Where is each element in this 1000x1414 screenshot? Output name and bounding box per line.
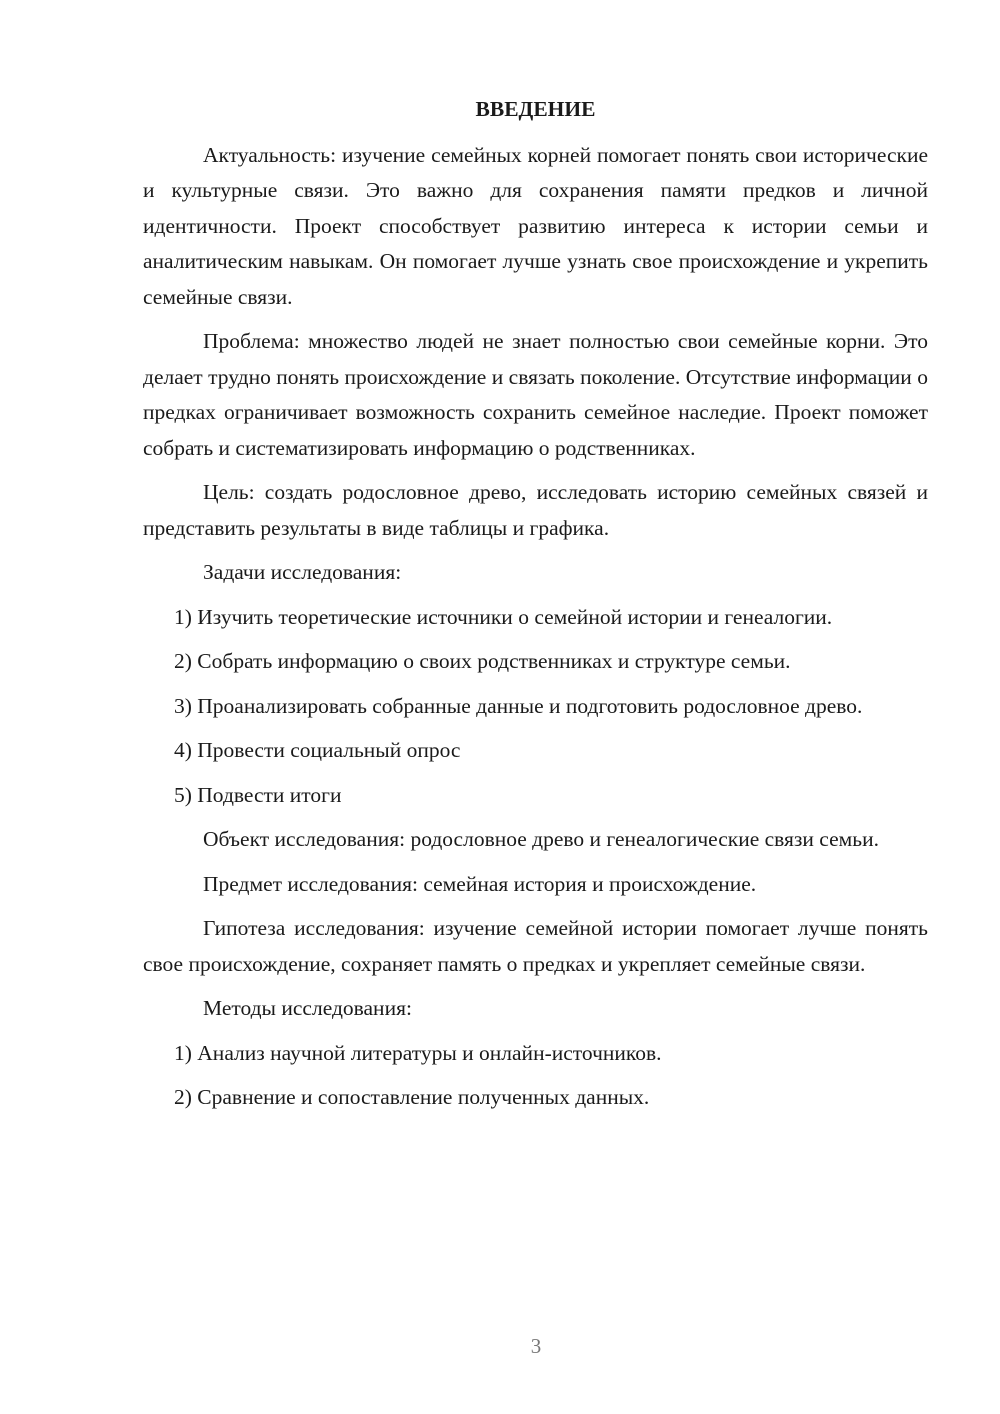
task-item-2: 2) Собрать информацию о своих родственниках и структуре семьи.: [174, 649, 791, 673]
task-item-1: 1) Изучить теоретические источники о семейной истории и генеалогии.: [174, 604, 833, 629]
page-content: [143, 92, 928, 1125]
method-item-1: 1) Анализ научной литературы и онлайн-источников.: [174, 1040, 662, 1065]
task-item-5: 5) Подвести итоги: [174, 782, 342, 807]
task-item-3: 3) Проанализировать собранные данные и подготовить родословное древо.: [174, 693, 863, 718]
method-item-2: 2) Сравнение и сопоставление полученных данных.: [174, 1085, 650, 1109]
problem-paragraph: Проблема: множество людей не знает полностью свои семейные корни. Это делает трудно понять происхождение и связать поколение. Отсутствие информации о предках ограничивает возможность сохранить семейное наследие. Проект поможет собрать и систематизировать информацию о родственниках.: [143, 329, 928, 460]
goal-paragraph: Цель: создать родословное древо, исследовать историю семейных связей и представить результаты в виде таблицы и графика.: [143, 480, 928, 540]
section-title: ВВЕДЕНИЕ: [475, 97, 596, 121]
page-number: 3: [530, 1334, 542, 1358]
object-paragraph: Объект исследования: родословное древо и генеалогические связи семьи.: [203, 827, 879, 851]
hypothesis-paragraph: Гипотеза исследования: изучение семейной истории помогает лучше понять свое происхождение, сохраняет память о предках и укрепляет семейные связи.: [143, 916, 928, 976]
relevance-paragraph: Актуальность: изучение семейных корней помогает понять свои исторические и культурные связи. Это важно для сохранения памяти предков и личной идентичности. Проект способствует развитию интереса к истории семьи и аналитическим навыкам. Он помогает лучше узнать свое происхождение и укрепить семейные связи.: [143, 142, 928, 309]
subject-paragraph: Предмет исследования: семейная история и происхождение.: [203, 871, 757, 896]
methods-heading: Методы исследования:: [203, 996, 412, 1020]
tasks-heading: Задачи исследования:: [203, 560, 402, 584]
task-item-4: 4) Провести социальный опрос: [174, 738, 461, 762]
